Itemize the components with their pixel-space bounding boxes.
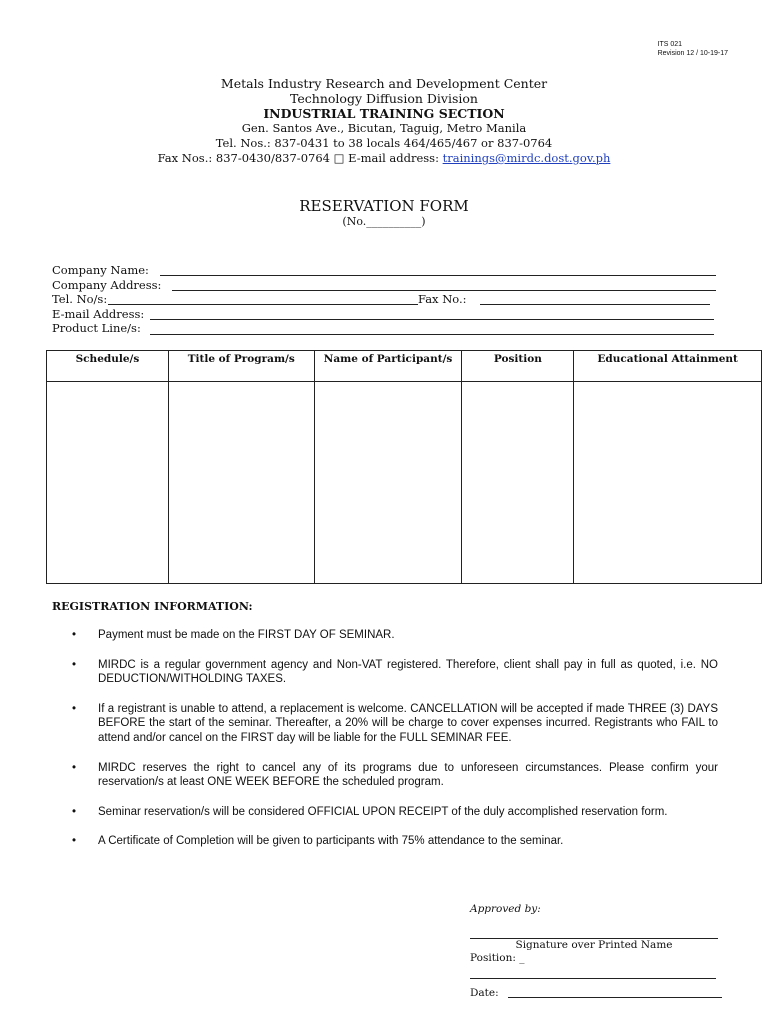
schedule-table xyxy=(46,350,762,584)
form-code: ITS 021 xyxy=(657,41,683,48)
registration-title: REGISTRATION INFORMATION: xyxy=(52,600,253,613)
product-line-field[interactable] xyxy=(150,334,714,335)
program-title-cell[interactable] xyxy=(168,382,314,584)
list-item: • MIRDC is a regular government agency and Non-VAT registered. Therefore, client shall pay in full as quoted, i.e. NO DEDUCTION/WITHOLDING TAXES. xyxy=(72,658,718,686)
company-name-field[interactable] xyxy=(160,275,716,276)
bullet-icon: • xyxy=(72,835,77,848)
form-title: RESERVATION FORM xyxy=(299,197,469,215)
header-educational-attainment: Educational Attainment xyxy=(574,351,762,382)
header-name-of-participant: Name of Participant/s xyxy=(314,351,462,382)
email-label: E-mail Address: xyxy=(52,307,145,321)
form-number: (No.__________) xyxy=(342,215,426,228)
tel-field[interactable] xyxy=(108,304,418,305)
header-schedule: Schedule/s xyxy=(47,351,169,382)
fax-label: Fax No.: xyxy=(418,292,467,306)
email-field[interactable] xyxy=(150,319,714,320)
signature-label: Signature over Printed Name xyxy=(515,939,673,951)
telephone: Tel. Nos.: 837-0431 to 38 locals 464/465/467 or 837-0764 xyxy=(215,136,553,150)
division-name: Technology Diffusion Division xyxy=(290,91,478,106)
fax-email xyxy=(0,151,768,166)
section-name: INDUSTRIAL TRAINING SECTION xyxy=(263,106,505,121)
product-line-label: Product Line/s: xyxy=(52,321,141,335)
bullet-icon: • xyxy=(72,761,77,774)
position-cell[interactable] xyxy=(462,382,574,584)
company-name-label: Company Name: xyxy=(52,263,149,277)
table-header-row xyxy=(47,351,762,382)
bullet-icon: • xyxy=(72,629,77,641)
address: Gen. Santos Ave., Bicutan, Taguig, Metro Manila xyxy=(241,121,527,135)
date-label: Date: xyxy=(470,987,499,999)
revision-block xyxy=(658,40,728,58)
tel-label: Tel. No/s: xyxy=(52,292,108,306)
bullet-icon: • xyxy=(72,805,77,818)
position-label: Position: _ xyxy=(470,952,525,964)
date-line[interactable] xyxy=(508,997,722,998)
email-link[interactable]: trainings@mirdc.dost.gov.ph xyxy=(442,151,611,165)
schedule-cell[interactable] xyxy=(47,382,169,584)
list-item: • A Certificate of Completion will be given to participants with 75% attendance to the seminar. xyxy=(72,835,564,848)
fax-email-prefix: Fax Nos.: 837-0430/837-0764 □ E-mail address: xyxy=(157,151,443,165)
participant-name-cell[interactable] xyxy=(314,382,462,584)
list-item: • Payment must be made on the FIRST DAY OF SEMINAR. xyxy=(72,629,395,641)
header-position: Position xyxy=(462,351,574,382)
org-name: Metals Industry Research and Development Center xyxy=(220,76,548,91)
company-address-label: Company Address: xyxy=(52,278,162,292)
approved-by-label: Approved by: xyxy=(470,903,541,915)
bullet-icon: • xyxy=(72,702,77,715)
revision-date: Revision 12 / 10-19-17 xyxy=(657,50,728,57)
list-item: • MIRDC reserves the right to cancel any of its programs due to unforeseen circumstances. Please confirm your reservation/s at least ONE WEEK BEFORE the scheduled program. xyxy=(72,761,718,789)
bullet-icon: • xyxy=(72,658,77,671)
list-item: • Seminar reservation/s will be considered OFFICIAL UPON RECEIPT of the duly accomplished reservation form. xyxy=(72,805,668,818)
list-item: • If a registrant is unable to attend, a replacement is welcome. CANCELLATION will be accepted if made THREE (3) DAYS BEFORE the start of the seminar. Thereafter, a 20% will be charge to cover expenses incurred. Registrants who FAIL to attend and/or cancel on the FIRST day will be liable for the FULL SEMINAR FEE. xyxy=(72,702,718,744)
company-address-field[interactable] xyxy=(172,290,716,291)
fax-field[interactable] xyxy=(480,304,710,305)
table-row xyxy=(47,382,762,584)
position-line[interactable] xyxy=(470,978,716,979)
registration-list xyxy=(72,628,718,864)
header-title-of-program: Title of Program/s xyxy=(168,351,314,382)
education-cell[interactable] xyxy=(574,382,762,584)
letterhead xyxy=(0,76,768,166)
